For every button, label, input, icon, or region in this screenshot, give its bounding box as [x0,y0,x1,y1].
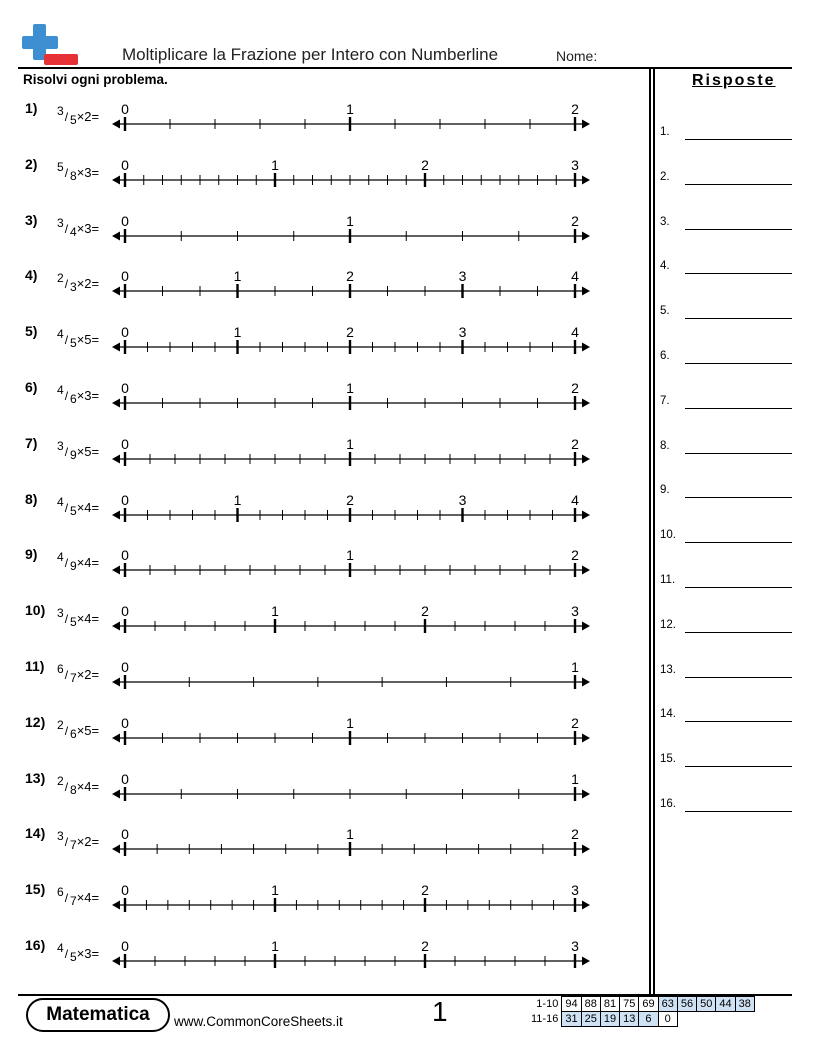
fraction-slash: / [64,444,69,459]
answer-number: 13. [660,663,676,676]
score-key-label: 11-16 [531,1013,559,1025]
tick-label: 1 [571,770,579,787]
multiplier: ×4= [76,778,100,794]
score-key-cell: 69 [639,997,658,1012]
tick-label: 2 [571,547,579,564]
problem-number: 6) [25,379,38,395]
score-key-row [528,1012,754,1027]
arrow-right-icon [582,287,590,296]
answer-line[interactable] [685,811,792,812]
tick-label: 1 [346,435,354,452]
number-line [0,435,640,475]
number-line [0,881,640,921]
tick-label: 1 [271,882,279,899]
problem-number: 11) [25,658,45,674]
answer-row[interactable] [660,165,792,185]
answer-number: 15. [660,753,676,766]
arrow-right-icon [582,901,590,910]
fraction-numerator: 2 [57,271,64,286]
tick-label: 0 [121,212,129,229]
problem-number: 3) [25,211,38,228]
arrow-right-icon [582,678,590,687]
arrow-left-icon [112,399,120,408]
tick-label: 2 [346,268,354,285]
problem-number: 9) [25,546,38,563]
fraction-slash: / [64,221,69,236]
tick-label: 0 [121,324,129,341]
tick-label: 2 [421,603,429,620]
arrow-right-icon [582,733,590,742]
instructions: Risolvi ogni problema. [23,72,168,87]
problem [0,491,640,531]
answer-line[interactable] [685,229,792,230]
number-line [0,156,640,196]
brand-logo: Matematica [26,998,170,1032]
arrow-right-icon [582,566,590,575]
score-key-cell: 6 [639,1012,658,1027]
fraction-numerator: 4 [57,383,64,397]
tick-label: 0 [121,268,129,285]
tick-label: 0 [121,882,129,899]
number-line [0,714,640,754]
tick-label: 3 [571,882,579,899]
tick-label: 2 [346,491,354,508]
arrow-right-icon [582,510,590,519]
tick-label: 4 [571,324,579,341]
problem [0,937,640,977]
multiplier: ×2= [76,834,100,850]
arrow-right-icon [582,622,590,631]
fraction-numerator: 4 [57,941,64,955]
fraction-numerator: 4 [57,327,64,342]
tick-label: 1 [271,156,279,173]
site-url: www.CommonCoreSheets.it [174,1014,343,1029]
fraction-numerator: 6 [57,885,64,900]
answers-title: Risposte [692,72,776,89]
tick-label: 2 [571,826,579,843]
number-line [0,379,640,419]
tick-label: 2 [346,324,354,341]
problem-number: 2) [25,155,38,172]
fraction-denominator: 8 [70,168,77,183]
tick-label: 1 [346,380,354,396]
answer-line[interactable] [685,363,792,364]
tick-label: 2 [571,714,579,731]
tick-label: 2 [421,156,429,173]
answer-line[interactable] [685,184,792,185]
plus-minus-logo-icon [22,22,80,66]
problem [0,546,640,586]
tick-label: 3 [571,938,579,954]
tick-label: 0 [121,714,129,731]
fraction-denominator: 7 [70,894,77,909]
tick-label: 4 [571,491,579,508]
tick-label: 1 [346,714,354,731]
answer-row[interactable] [660,792,792,812]
problem [0,156,640,196]
tick-label: 2 [421,938,429,954]
number-line [0,100,640,140]
number-line [0,323,640,363]
tick-label: 1 [271,603,279,620]
answer-number: 10. [660,529,676,542]
answer-line[interactable] [685,677,792,678]
fraction-slash: / [64,556,69,571]
arrow-right-icon [582,845,590,854]
fraction-denominator: 9 [70,559,77,574]
number-line [0,658,640,698]
number-line [0,546,640,586]
multiplier: ×5= [76,332,100,348]
multiplier: ×4= [76,611,100,627]
answer-line[interactable] [685,273,792,274]
page-title: Moltiplicare la Frazione per Intero con Numberline [122,45,499,64]
tick-label: 0 [121,101,129,117]
problem [0,881,640,921]
score-key-cell: 81 [600,997,619,1012]
answer-line[interactable] [685,542,792,543]
score-key-cell: 88 [581,997,600,1012]
multiplier: ×2= [76,276,100,292]
fraction-slash: / [64,779,69,794]
arrow-right-icon [582,454,590,463]
arrow-right-icon [582,343,590,352]
problem [0,770,640,810]
arrow-right-icon [582,231,590,240]
multiplier: ×3= [76,164,100,180]
answer-row[interactable] [660,613,792,633]
answer-number: 4. [660,260,670,273]
answer-row[interactable] [660,389,792,409]
tick-label: 3 [458,491,467,508]
answer-line[interactable] [685,632,792,633]
fraction-denominator: 3 [70,280,77,295]
number-line [0,770,640,810]
tick-label: 1 [271,938,279,954]
fraction-denominator: 8 [70,782,77,797]
problem-number: 10) [25,602,46,619]
arrow-right-icon [582,789,590,798]
problem [0,825,640,865]
arrow-left-icon [112,789,120,798]
fraction-slash: / [64,612,69,627]
arrow-left-icon [112,622,120,631]
fraction-slash: / [64,165,69,180]
fraction-slash: / [64,500,69,515]
answer-row[interactable] [660,702,792,722]
multiplier: ×4= [76,890,100,906]
fraction-denominator: 5 [70,336,77,351]
answer-line[interactable] [685,497,792,498]
score-key-row [528,997,754,1012]
fraction-slash: / [64,389,69,403]
fraction-numerator: 3 [57,215,64,230]
fraction-numerator: 3 [57,438,64,453]
answer-row[interactable] [660,747,792,767]
tick-label: 2 [571,212,579,229]
tick-label: 0 [121,938,129,954]
tick-label: 2 [571,380,579,396]
answer-line[interactable] [685,721,792,722]
problem [0,212,640,252]
answer-row[interactable] [660,344,792,364]
arrow-left-icon [112,510,120,519]
tick-label: 1 [346,547,354,564]
problem-number: 4) [25,267,38,284]
number-line [0,267,640,307]
tick-label: 2 [421,882,429,899]
answer-number: 1. [660,126,670,138]
name-label: Nome: [556,48,598,64]
answer-number: 9. [660,484,670,497]
arrow-left-icon [112,287,120,296]
answer-number: 8. [660,439,670,452]
number-line [0,937,640,977]
score-key-cell: 0 [658,1012,677,1027]
multiplier: ×2= [76,109,100,124]
answer-number: 5. [660,305,670,318]
problem-number: 12) [25,713,46,730]
answer-line[interactable] [685,453,792,454]
multiplier: ×4= [76,499,100,515]
arrow-left-icon [112,566,120,575]
column-divider-left [649,68,651,996]
score-key-label: 1-10 [536,998,559,1010]
column-divider-right [653,68,655,996]
score-key-cell: 75 [620,997,639,1012]
arrow-left-icon [112,120,120,129]
score-key-cell: 13 [620,1012,639,1027]
tick-label: 1 [233,268,242,285]
answer-row[interactable] [660,254,792,274]
answer-row[interactable] [660,568,792,588]
answer-row[interactable] [660,210,792,230]
number-line [0,491,640,531]
tick-label: 1 [571,659,579,675]
answer-line[interactable] [685,766,792,767]
fraction-slash: / [64,277,69,292]
score-key-cell: 38 [735,997,754,1012]
tick-label: 1 [346,101,354,117]
arrow-left-icon [112,678,120,687]
tick-label: 1 [233,324,242,341]
answer-line[interactable] [685,318,792,319]
multiplier: ×3= [76,946,100,961]
arrow-left-icon [112,957,120,966]
answer-number: 2. [660,170,670,183]
problem-number: 7) [25,434,38,451]
fraction-denominator: 5 [70,503,77,518]
tick-label: 1 [233,491,242,508]
tick-label: 0 [121,826,129,843]
multiplier: ×3= [76,220,100,236]
tick-label: 0 [121,659,129,675]
fraction-denominator: 5 [70,615,77,630]
fraction-slash: / [64,947,69,961]
arrow-left-icon [112,231,120,240]
header-rule [18,67,792,69]
problem-number: 1) [25,100,38,116]
fraction-denominator: 9 [70,447,77,462]
fraction-numerator: 2 [57,773,64,788]
fraction-numerator: 2 [57,717,64,732]
number-line [0,212,640,252]
problem-number: 5) [25,323,38,340]
tick-label: 2 [571,435,579,452]
problem [0,267,640,307]
arrow-left-icon [112,175,120,184]
problem-number: 13) [25,769,46,786]
score-key-cell: 19 [600,1012,619,1027]
number-line [0,602,640,642]
score-key-cell: 31 [562,1012,581,1027]
problem [0,100,640,140]
multiplier: ×3= [76,388,100,403]
problem [0,658,640,698]
fraction-slash: / [64,333,69,348]
score-key-cell: 63 [658,997,677,1012]
tick-label: 2 [571,101,579,117]
problem-number: 8) [25,490,38,507]
fraction-denominator: 5 [70,113,77,127]
problem-number: 14) [25,825,46,842]
arrow-left-icon [112,901,120,910]
problem [0,714,640,754]
number-line [0,825,640,865]
score-key-cell: 56 [677,997,696,1012]
arrow-left-icon [112,454,120,463]
score-key-cell: 25 [581,1012,600,1027]
fraction-denominator: 6 [70,392,77,406]
answer-line[interactable] [685,587,792,588]
tick-label: 0 [121,603,129,620]
page-number: 1 [432,996,448,1027]
score-key-cell: 44 [716,997,735,1012]
tick-label: 0 [121,380,129,396]
tick-label: 1 [346,212,354,229]
tick-label: 3 [458,268,467,285]
answer-number: 12. [660,618,676,631]
tick-label: 4 [571,268,579,285]
tick-label: 3 [571,156,579,173]
arrow-right-icon [582,120,590,129]
tick-label: 0 [121,491,129,508]
answer-row[interactable] [660,523,792,543]
fraction-numerator: 4 [57,550,64,565]
answer-number: 3. [660,215,670,228]
multiplier: ×4= [76,555,100,571]
answer-row[interactable] [660,658,792,678]
arrow-left-icon [112,845,120,854]
answer-row[interactable] [660,434,792,454]
fraction-numerator: 3 [57,829,64,844]
fraction-slash: / [64,835,69,850]
fraction-numerator: 4 [57,494,64,509]
fraction-slash: / [64,723,69,738]
answer-number: 11. [660,574,676,586]
answer-row[interactable] [660,299,792,319]
fraction-denominator: 7 [70,671,77,685]
problem [0,379,640,419]
tick-label: 0 [121,547,129,564]
score-key-cell: 50 [697,997,716,1012]
arrow-right-icon [582,399,590,408]
tick-label: 0 [121,770,129,787]
fraction-slash: / [64,668,69,682]
tick-label: 3 [458,324,467,341]
fraction-numerator: 6 [57,662,64,676]
arrow-left-icon [112,343,120,352]
answer-number: 7. [660,394,670,407]
fraction-numerator: 3 [57,104,64,118]
score-key-cell: 94 [562,997,581,1012]
arrow-left-icon [112,733,120,742]
answer-number: 16. [660,798,676,810]
fraction-numerator: 3 [57,606,64,621]
fraction-numerator: 5 [57,159,64,174]
fraction-denominator: 7 [70,838,77,853]
answer-line[interactable] [685,408,792,409]
problem-number: 15) [25,881,46,898]
fraction-denominator: 5 [70,950,77,964]
fraction-slash: / [64,110,69,124]
fraction-slash: / [64,891,69,906]
tick-label: 3 [571,603,579,620]
score-key-table [528,996,755,1027]
problem [0,602,640,642]
multiplier: ×5= [76,443,100,459]
arrow-right-icon [582,175,590,184]
multiplier: ×5= [76,722,100,738]
multiplier: ×2= [76,667,100,682]
problem [0,435,640,475]
problem [0,323,640,363]
answer-row[interactable] [660,120,792,140]
arrow-right-icon [582,957,590,966]
problem-number: 16) [25,937,46,953]
tick-label: 1 [346,826,354,843]
fraction-denominator: 6 [70,726,77,741]
answer-line[interactable] [685,139,792,140]
answer-number: 6. [660,350,670,362]
answer-row[interactable] [660,478,792,498]
tick-label: 0 [121,435,129,452]
answer-number: 14. [660,708,676,721]
fraction-denominator: 4 [70,224,77,239]
tick-label: 0 [121,156,129,173]
